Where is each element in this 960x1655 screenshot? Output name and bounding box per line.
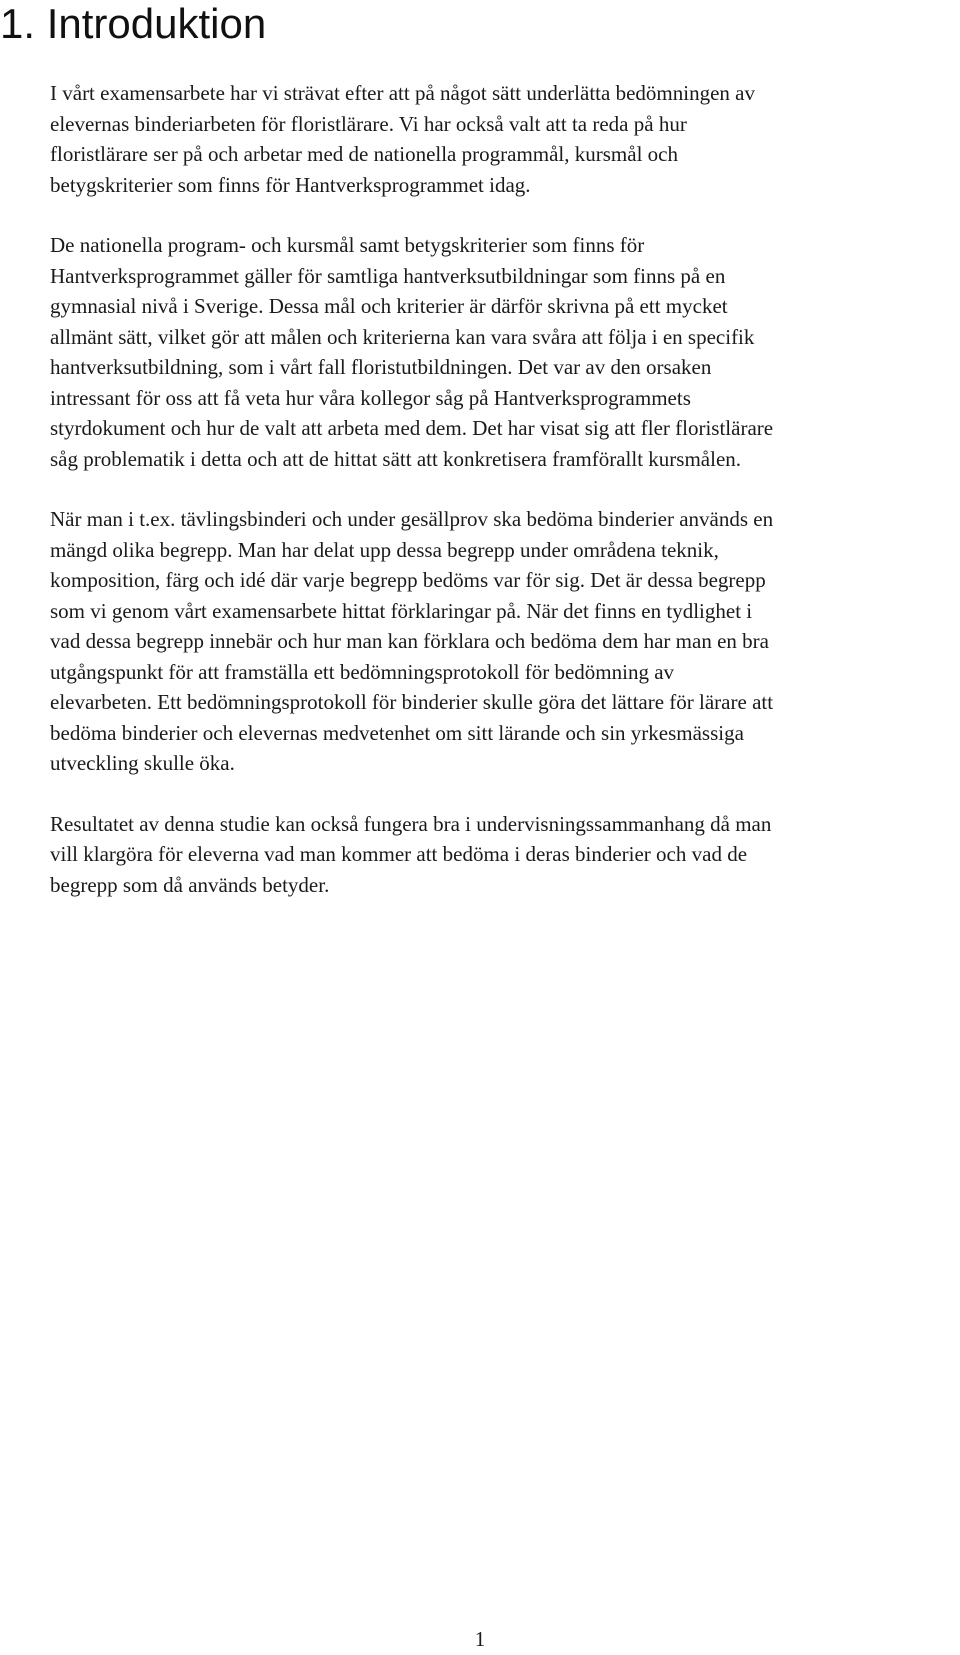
text-line: Resultatet av denna studie kan också fungera bra i undervisningssammanhang då man (50, 811, 772, 836)
text-line: De nationella program- och kursmål samt betygskriterier som finns för (50, 233, 645, 257)
paragraph-3 (50, 504, 950, 779)
body-text (50, 78, 950, 930)
text-line: begrepp som då används betyder. (50, 872, 330, 897)
text-line: intressant för oss att få veta hur våra kollegor såg på Hantverksprogrammets (50, 385, 691, 410)
text-line: såg problematik i detta och att de hittat sätt att konkretisera framförallt kursmålen. (50, 446, 742, 471)
text-line: vill klargöra för eleverna vad man kommer att bedöma i deras binderier och vad de (50, 842, 748, 866)
section-heading: 1. Introduktion (0, 0, 267, 47)
paragraph-2 (50, 230, 950, 474)
text-line: I vårt examensarbete har vi strävat efter att på något sätt underlätta bedömningen av (50, 81, 755, 105)
text-line: betygskriterier som finns för Hantverksprogrammet idag. (50, 172, 531, 197)
text-line: utveckling skulle öka. (50, 751, 235, 775)
text-line: elevarbeten. Ett bedömningsprotokoll för binderier skulle göra det lättare för lärare att (50, 690, 774, 714)
text-line: bedöma binderier och elevernas medvetenhet om sitt lärande och sin yrkesmässiga (50, 720, 744, 745)
text-line: komposition, färg och idé där varje begrepp bedöms var för sig. Det är dessa begrepp (50, 568, 766, 592)
text-line: som vi genom vårt examensarbete hittat förklaringar på. När det finns en tydlighet i (50, 598, 753, 623)
text-line: mängd olika begrepp. Man har delat upp dessa begrepp under områdena teknik, (50, 537, 719, 562)
text-line: elevernas binderiarbeten för floristlärare. Vi har också valt att ta reda på hur (50, 111, 687, 136)
text-line: vad dessa begrepp innebär och hur man kan förklara och bedöma dem har man en bra (50, 629, 769, 653)
text-line: allmänt sätt, vilket gör att målen och kriterierna kan vara svåra att följa i en specifik (50, 324, 755, 349)
text-line: gymnasial nivå i Sverige. Dessa mål och kriterier är därför skrivna på ett mycket (50, 294, 728, 318)
paragraph-1 (50, 78, 950, 200)
paragraph-4 (50, 809, 950, 901)
text-line: utgångspunkt för att framställa ett bedömningsprotokoll för bedömning av (50, 659, 675, 684)
text-line: Hantverksprogrammet gäller för samtliga hantverksutbildningar som finns på en (50, 263, 726, 288)
text-line: hantverksutbildning, som i vårt fall floristutbildningen. Det var av den orsaken (50, 355, 712, 379)
text-line: När man i t.ex. tävlingsbinderi och under gesällprov ska bedöma binderier används en (50, 507, 774, 531)
page-number: 1 (474, 1627, 486, 1651)
text-line: styrdokument och hur de valt att arbeta med dem. Det har visat sig att fler floristlärare (50, 416, 774, 440)
text-line: floristlärare ser på och arbetar med de nationella programmål, kursmål och (50, 142, 678, 166)
